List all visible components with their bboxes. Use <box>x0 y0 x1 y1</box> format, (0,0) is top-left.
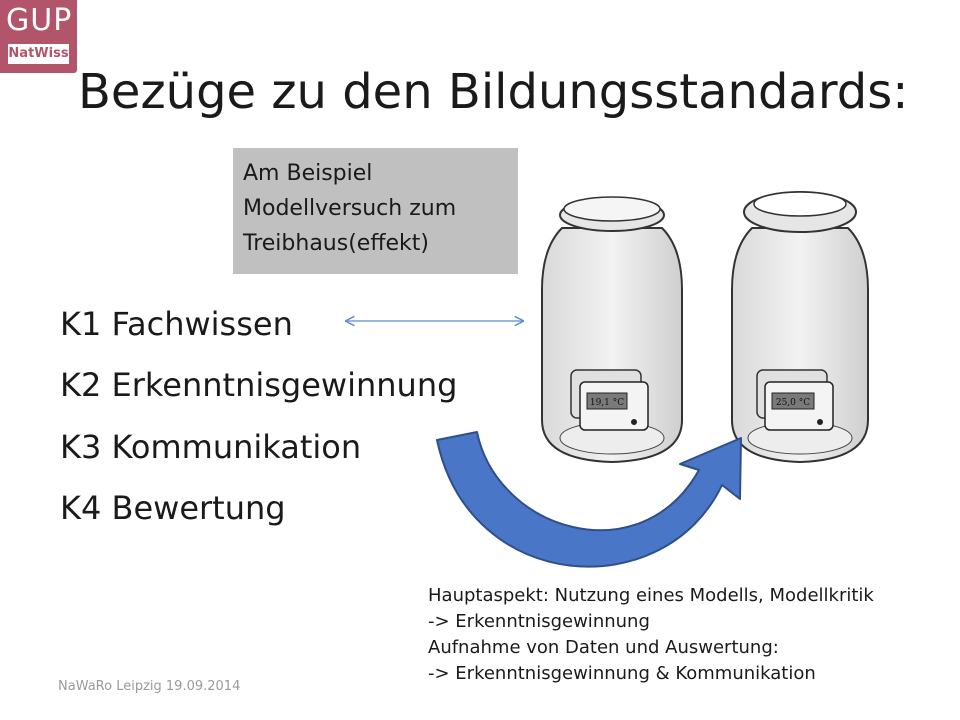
logo-top-text: GUP <box>6 3 73 38</box>
note-line-2: -> Erkenntnisgewinnung <box>428 611 650 632</box>
competency-k1: K1 Fachwissen <box>60 305 293 343</box>
callout-line-1: Am Beispiel <box>243 161 373 186</box>
note-line-4: -> Erkenntnisgewinnung & Kommunikation <box>428 663 816 684</box>
callout-line-2: Modellversuch zum <box>243 196 457 221</box>
competency-k4: K4 Bewertung <box>60 489 286 527</box>
thermometer-1-reading: 19,1 °C <box>589 398 625 408</box>
callout-line-3: Treibhaus(effekt) <box>243 231 429 256</box>
slide-title: Bezüge zu den Bildungsstandards: <box>78 64 909 120</box>
footer-event-date: NaWaRo Leipzig 19.09.2014 <box>58 679 241 694</box>
thermometer-2-reading: 25,0 °C <box>775 398 811 408</box>
competency-k3: K3 Kommunikation <box>60 428 362 466</box>
notes-block <box>428 583 874 687</box>
logo-bottom-text: NatWiss <box>8 44 69 64</box>
note-line-1: Hauptaspekt: Nutzung eines Modells, Modellkritik <box>428 585 874 606</box>
note-line-3: Aufnahme von Daten und Auswertung: <box>428 637 779 658</box>
competency-k2: K2 Erkenntnisgewinnung <box>60 366 458 404</box>
